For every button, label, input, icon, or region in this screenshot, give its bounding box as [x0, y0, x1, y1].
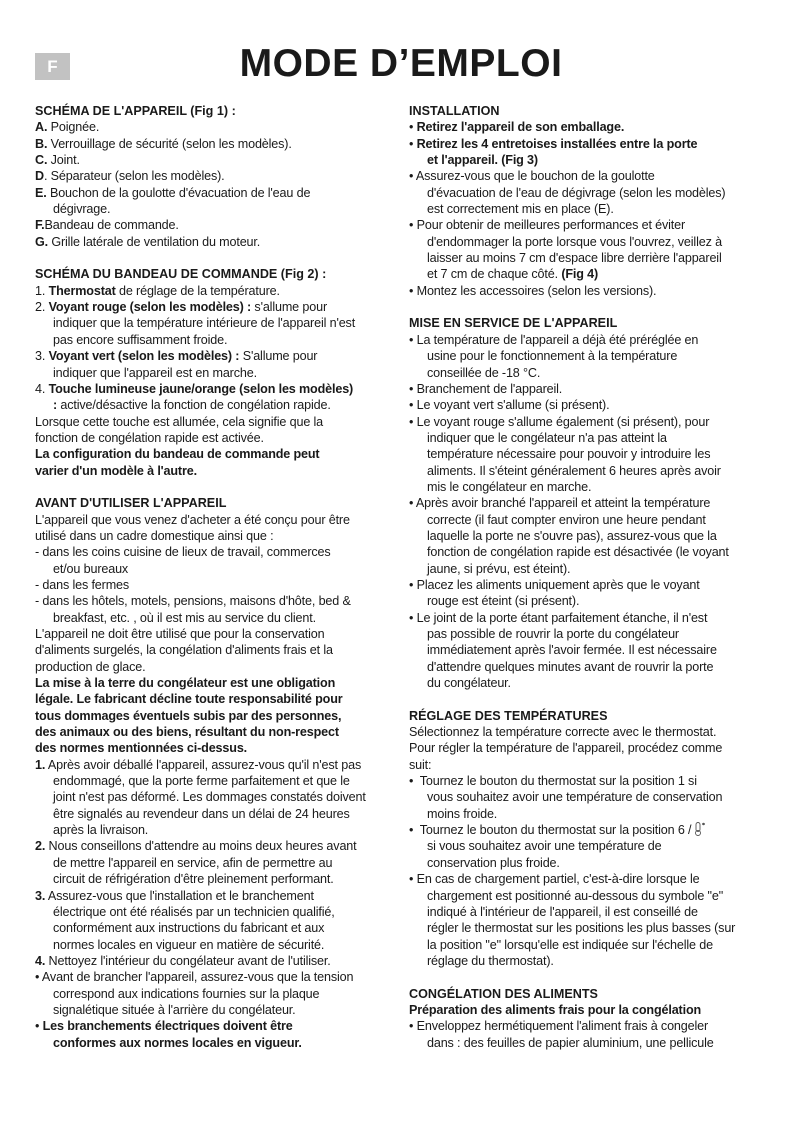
text: des animaux ou des biens, résultant du non-respect: [35, 725, 339, 740]
text: la position "e" lorsqu'elle est indiquée sur l'échelle de: [427, 937, 713, 952]
bold-text: Thermostat: [48, 283, 116, 298]
text: signalétique située à l'arrière du congélateur.: [53, 1002, 296, 1017]
text: Lorsque cette touche est allumée, cela signifie que la: [35, 414, 324, 429]
text: électrique ont été réalisés par un technicien qualifié,: [53, 904, 335, 919]
text-line: [35, 201, 397, 217]
text: • Placez les aliments uniquement après que le voyant: [409, 577, 700, 592]
text-line: [409, 1002, 779, 1018]
text: indiquer que l'appareil est en marche.: [53, 365, 257, 380]
text: vous souhaitez avoir une température de conservation: [427, 790, 723, 805]
text: 3.: [35, 349, 49, 364]
text: indiquer que le congélateur n'a pas atteint la: [427, 430, 667, 445]
text: Pour régler la température de l'appareil, procédez comme: [409, 741, 723, 756]
text-line: [409, 463, 779, 479]
text-line: [409, 904, 779, 920]
text: être signalés au revendeur dans un délai de 24 heures: [53, 806, 350, 821]
text-line: [35, 888, 397, 904]
bold-text: E.: [35, 185, 47, 200]
text: Après avoir déballé l'appareil, assurez-vous qu'il n'est pas: [45, 757, 362, 772]
text: chargement est positionné au-dessous du symbole "e": [427, 888, 724, 903]
text: Nettoyez l'intérieur du congélateur avant de l'utiliser.: [45, 953, 331, 968]
text-line: [35, 381, 397, 397]
text-line: [409, 414, 779, 430]
text: mis le congélateur en marche.: [427, 479, 592, 494]
text-line: [409, 838, 779, 854]
text: •: [35, 1019, 43, 1034]
text: et 7 cm de chaque côté.: [427, 267, 562, 282]
text: • Montez les accessoires (selon les versions).: [409, 283, 657, 298]
text: active/désactive la fonction de congélation rapide.: [57, 398, 331, 413]
text: jaune, si prévu, est éteint).: [427, 561, 571, 576]
text-line: [409, 495, 779, 511]
text: température nécessaire pour pouvoir y introduire les: [427, 447, 711, 462]
text: 2.: [35, 300, 49, 315]
text-line: [409, 250, 779, 266]
text-line: [409, 593, 779, 609]
text-line: [35, 185, 397, 201]
bold-text: F.: [35, 218, 45, 233]
text: tous dommages éventuels subis par des personnes,: [35, 708, 342, 723]
text: légale. Le fabricant décline toute responsabilité pour: [35, 692, 343, 707]
text: breakfast, etc. , où il est mis au service du client.: [53, 610, 316, 625]
text-line: [35, 708, 397, 724]
text-line: [35, 136, 397, 152]
text: si vous souhaitez avoir une température de: [427, 839, 662, 854]
text: • Le voyant vert s'allume (si présent).: [409, 398, 610, 413]
text: fonction de congélation rapide est activée.: [35, 430, 264, 445]
text-line: [35, 724, 397, 740]
text-line: [409, 642, 779, 658]
text: •: [409, 136, 417, 151]
text: • La température de l'appareil a déjà été préréglée en: [409, 332, 699, 347]
section-heading: [35, 495, 397, 511]
text: normes locales en vigueur en matière de sécurité.: [53, 937, 325, 952]
text: conservation plus froide.: [427, 855, 560, 870]
text: Assurez-vous que l'installation et le branchement: [45, 888, 314, 903]
text: RÉGLAGE DES TEMPÉRATURES: [409, 708, 608, 723]
text: et/ou bureaux: [53, 561, 129, 576]
text: usine pour le fonctionnement à la température: [427, 349, 678, 364]
section-heading: [35, 266, 397, 282]
bold-text: Voyant vert (selon les modèles) :: [48, 349, 240, 364]
text: dans : des feuilles de papier aluminium, une pellicule: [427, 1035, 714, 1050]
text-line: [409, 1018, 779, 1034]
text: 4.: [35, 381, 49, 396]
text-line: [35, 969, 397, 985]
text-line: [35, 1002, 397, 1018]
text: • Branchement de l'appareil.: [409, 381, 563, 396]
text-line: [409, 789, 779, 805]
text-line: [409, 626, 779, 642]
text-line: [409, 1035, 779, 1051]
text-line: [409, 479, 779, 495]
text: - dans les fermes: [35, 577, 130, 592]
left-column: [35, 103, 397, 1051]
text: 1.: [35, 283, 49, 298]
text: • Tournez le bouton du thermostat sur la position 1 si: [409, 774, 697, 789]
text-line: [35, 822, 397, 838]
bold-text: G.: [35, 234, 48, 249]
text-line: [35, 1035, 397, 1051]
text: du congélateur.: [427, 676, 511, 691]
text-line: [35, 855, 397, 871]
text-line: [35, 544, 397, 560]
text: utilisé dans un cadre domestique ainsi que :: [35, 528, 274, 543]
text-line: [409, 871, 779, 887]
text: laisser au moins 7 cm d'espace libre derrière l'appareil: [427, 251, 722, 266]
text-line: [35, 561, 397, 577]
text: est correctement mis en place (E).: [427, 202, 614, 217]
text: d'évacuation de l'eau de dégivrage (selon les modèles): [427, 185, 726, 200]
bold-text: Retirez l'appareil de son emballage.: [416, 120, 625, 135]
text-line: [35, 920, 397, 936]
text-line: [35, 168, 397, 184]
text: de réglage de la température.: [115, 283, 280, 298]
text: dégivrage.: [53, 202, 111, 217]
text: conseillée de -18 °C.: [427, 365, 541, 380]
text: pas encore suffisamment froide.: [53, 332, 228, 347]
text: • Assurez-vous que le bouchon de la goulotte: [409, 169, 655, 184]
text-line: [35, 315, 397, 331]
text: La mise à la terre du congélateur est une obligation: [35, 676, 336, 691]
section-heading: [409, 103, 779, 119]
text-line: [35, 217, 397, 233]
text-line: [35, 610, 397, 626]
text-line: [409, 283, 779, 299]
text: correcte (il faut compter environ une heure pendant: [427, 512, 706, 527]
text: SCHÉMA DU BANDEAU DE COMMANDE (Fig 2) :: [35, 267, 327, 282]
section-heading: [409, 986, 779, 1002]
text: INSTALLATION: [409, 104, 500, 118]
text-line: [35, 528, 397, 544]
page-title: MODE D’EMPLOI: [239, 42, 563, 85]
text: production de glace.: [35, 659, 146, 674]
text-line: [35, 691, 397, 707]
text-line: [409, 773, 779, 789]
text: •: [409, 120, 417, 135]
text-line: [35, 953, 397, 969]
text: • Tournez le bouton du thermostat sur la position 6 /: [409, 823, 692, 838]
text-line: [35, 986, 397, 1002]
text: indiquer que la température intérieure de l'appareil n'est: [53, 316, 356, 331]
bold-text: conformes aux normes locales en vigueur.: [53, 1035, 302, 1050]
text: Poignée.: [47, 120, 100, 135]
spacer: [409, 299, 779, 315]
text-line: [35, 332, 397, 348]
text-line: [409, 528, 779, 544]
text-line: [35, 283, 397, 299]
section-heading: [409, 315, 779, 331]
text-line: [35, 446, 397, 462]
text: Préparation des aliments frais pour la congélation: [409, 1002, 702, 1017]
text-line: [409, 757, 779, 773]
text: de mettre l'appareil en service, afin de permettre au: [53, 855, 333, 870]
text-line: [35, 789, 397, 805]
text: - dans les hôtels, motels, pensions, maisons d'hôte, bed &: [35, 594, 351, 609]
text: Sélectionnez la température correcte avec le thermostat.: [409, 725, 717, 740]
text: indiqué à l'intérieur de l'appareil, il est conseillé de: [427, 904, 698, 919]
bold-text: Les branchements électriques doivent être: [42, 1019, 293, 1034]
text-line: [35, 937, 397, 953]
section-heading: [409, 708, 779, 724]
text-line: [35, 397, 397, 413]
text-line: [409, 446, 779, 462]
text-line: [35, 234, 397, 250]
text: • Après avoir branché l'appareil et atteint la température: [409, 496, 711, 511]
bold-text: C.: [35, 153, 48, 168]
bold-text: (Fig 4): [561, 267, 599, 282]
text: MISE EN SERVICE DE L'APPAREIL: [409, 316, 618, 331]
text: varier d'un modèle à l'autre.: [35, 463, 197, 478]
text-line: [35, 659, 397, 675]
text-line: [35, 740, 397, 756]
text: circuit de réfrigération d'être pleinement performant.: [53, 872, 334, 887]
text-line: [35, 626, 397, 642]
text-line: [409, 577, 779, 593]
right-column: [409, 103, 779, 1051]
text-line: [409, 201, 779, 217]
text: conformément aux instructions du fabricant et aux: [53, 921, 325, 936]
text: après la livraison.: [53, 823, 149, 838]
text: d'attendre quelques minutes avant de rouvrir la porte: [427, 659, 714, 674]
text-line: [409, 332, 779, 348]
text: S'allume pour: [239, 349, 318, 364]
text: moins froide.: [427, 806, 498, 821]
text: Grille latérale de ventilation du moteur.: [48, 234, 261, 249]
text-line: [409, 822, 779, 838]
bold-text: Voyant rouge (selon les modèles) :: [48, 300, 252, 315]
text: immédiatement après l'avoir fermée. Il est nécessaire: [427, 643, 717, 658]
text-line: [409, 610, 779, 626]
text-line: [409, 152, 779, 168]
text-line: [35, 757, 397, 773]
text: SCHÉMA DE L'APPAREIL (Fig 1) :: [35, 104, 236, 118]
text: Joint.: [47, 153, 80, 168]
text-line: [35, 119, 397, 135]
text-line: [35, 414, 397, 430]
text: aliments. Il s'éteint généralement 6 heures après avoir: [427, 463, 721, 478]
text-line: [35, 299, 397, 315]
text: . Séparateur (selon les modèles).: [43, 169, 225, 184]
text: • Le voyant rouge s'allume également (si présent), pour: [409, 414, 710, 429]
text-line: [409, 740, 779, 756]
text: L'appareil que vous venez d'acheter a été conçu pour être: [35, 512, 350, 527]
text-line: [409, 953, 779, 969]
text-line: [35, 642, 397, 658]
text: des normes mentionnées ci-dessus.: [35, 741, 248, 756]
text-line: [409, 724, 779, 740]
text-line: [409, 119, 779, 135]
text: • En cas de chargement partiel, c'est-à-dire lorsque le: [409, 872, 700, 887]
text-line: [35, 773, 397, 789]
text: d'aliments surgelés, la congélation d'aliments frais et la: [35, 643, 333, 658]
text-line: [409, 544, 779, 560]
text-line: [409, 266, 779, 282]
text: • Avant de brancher l'appareil, assurez-vous que la tension: [35, 970, 354, 985]
text-line: [409, 234, 779, 250]
text-line: [409, 512, 779, 528]
bold-text: 1.: [35, 757, 46, 772]
text-line: [35, 463, 397, 479]
text: laquelle la porte ne s'ouvre pas), assurez-vous que la: [427, 528, 717, 543]
bold-text: 4.: [35, 953, 46, 968]
text: Bandeau de commande.: [44, 218, 179, 233]
language-badge: F: [35, 53, 70, 80]
section-heading: [35, 103, 397, 119]
text-line: [35, 152, 397, 168]
text-line: [409, 185, 779, 201]
text-line: [409, 217, 779, 233]
text-line: [409, 855, 779, 871]
text-line: [409, 920, 779, 936]
text-line: [35, 430, 397, 446]
thermometer-icon: [694, 822, 706, 840]
text-line: [409, 381, 779, 397]
text: Verrouillage de sécurité (selon les modèles).: [47, 136, 292, 151]
text-line: [35, 348, 397, 364]
spacer: [35, 250, 397, 266]
text-line: [409, 659, 779, 675]
text: - dans les coins cuisine de lieux de travail, commerces: [35, 545, 331, 560]
text: correspond aux indications fournies sur la plaque: [53, 986, 320, 1001]
text: • Pour obtenir de meilleures performances et éviter: [409, 218, 686, 233]
bold-text: A.: [35, 120, 48, 135]
text-line: [409, 430, 779, 446]
text: Nous conseillons d'attendre au moins deux heures avant: [45, 839, 357, 854]
text: d'endommager la porte lorsque vous l'ouvrez, veillez à: [427, 234, 722, 249]
bold-text: 2.: [35, 839, 46, 854]
text-line: [35, 1018, 397, 1034]
text: • Enveloppez hermétiquement l'aliment frais à congeler: [409, 1019, 709, 1034]
text: régler le thermostat sur les positions les plus basses (sur: [427, 921, 736, 936]
text-line: [35, 593, 397, 609]
text-line: [35, 512, 397, 528]
text: AVANT D'UTILISER L'APPAREIL: [35, 496, 227, 511]
bold-text: B.: [35, 136, 48, 151]
text-line: [409, 348, 779, 364]
text: endommagé, que la porte ferme parfaitement et que le: [53, 774, 350, 789]
text-line: [35, 871, 397, 887]
text-line: [409, 365, 779, 381]
bold-text: :: [53, 398, 58, 413]
text-line: [409, 168, 779, 184]
text-line: [409, 675, 779, 691]
text-line: [409, 561, 779, 577]
bold-text: Touche lumineuse jaune/orange (selon les modèles): [48, 381, 354, 396]
spacer: [409, 969, 779, 985]
spacer: [409, 691, 779, 707]
text-line: [409, 397, 779, 413]
bold-text: Retirez les 4 entretoises installées entre la porte: [416, 136, 698, 151]
text: suit:: [409, 757, 432, 772]
text-line: [409, 136, 779, 152]
text-line: [35, 806, 397, 822]
text-line: [35, 838, 397, 854]
text: s'allume pour: [251, 300, 327, 315]
text-line: [409, 937, 779, 953]
text: La configuration du bandeau de commande peut: [35, 447, 320, 462]
spacer: [35, 479, 397, 495]
text: Bouchon de la goulotte d'évacuation de l'eau de: [46, 185, 311, 200]
text: réglage du thermostat).: [427, 953, 554, 968]
text: fonction de congélation rapide est désactivée (le voyant: [427, 545, 729, 560]
text: • Le joint de la porte étant parfaitement étanche, il n'est: [409, 610, 708, 625]
bold-text: et l'appareil. (Fig 3): [427, 153, 538, 168]
text: CONGÉLATION DES ALIMENTS: [409, 986, 598, 1001]
text: joint n'est pas déformé. Les dommages constatés doivent: [53, 790, 366, 805]
text-line: [35, 904, 397, 920]
text: pas possible de rouvrir la porte du congélateur: [427, 627, 679, 641]
text-line: [35, 577, 397, 593]
text-line: [35, 675, 397, 691]
text-line: [409, 888, 779, 904]
text: rouge est éteint (si présent).: [427, 594, 580, 609]
text-line: [409, 806, 779, 822]
bold-text: 3.: [35, 888, 46, 903]
bold-text: D: [35, 169, 44, 184]
text-line: [35, 365, 397, 381]
text: L'appareil ne doit être utilisé que pour la conservation: [35, 627, 325, 641]
